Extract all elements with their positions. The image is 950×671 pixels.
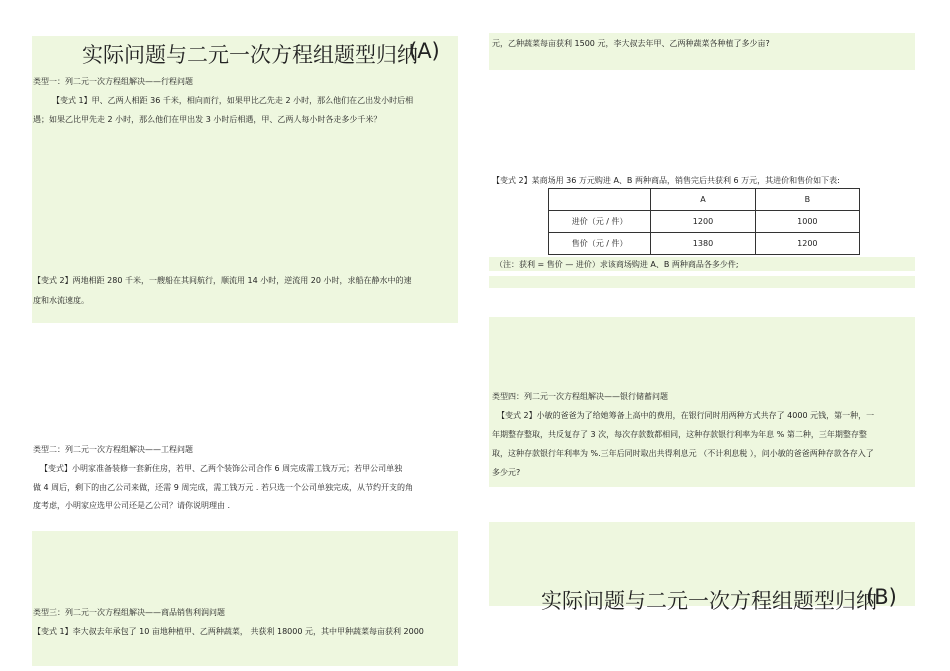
type4-header: 类型四：列二元一次方程组解决——银行储蓄问题 bbox=[492, 392, 668, 401]
table-cell bbox=[549, 189, 651, 211]
type3-continuation: 元，乙种蔬菜每亩获利 1500 元，李大叔去年甲、乙两种蔬菜各种植了多少亩? bbox=[492, 39, 770, 48]
table-cell: 1200 bbox=[755, 233, 859, 255]
type4-line3: 取，这种存款银行年利率为 %.三年后同时取出共得利息元 （不计利息税 ），问小敏的爸爸两种存款各存入了 bbox=[492, 449, 874, 458]
table-row bbox=[549, 233, 860, 255]
table-cell: 1380 bbox=[651, 233, 755, 255]
type4-line1: 【变式 2】小敏的爸爸为了给她筹备上高中的费用，在银行同时用两种方式共存了 4000 元钱，第一种，一 bbox=[497, 411, 875, 420]
type1-header: 类型一：列二元一次方程组解决——行程问题 bbox=[33, 77, 193, 86]
highlight-block-a-bottom bbox=[32, 531, 458, 666]
doc-a-title: 实际问题与二元一次方程组题型归纳 bbox=[82, 43, 418, 67]
type2-line1: 【变式】小明家准备装修一套新住房，若甲、乙两个装饰公司合作 6 周完成需工钱万元；若甲公司单独 bbox=[40, 464, 403, 473]
table-cell: B bbox=[755, 189, 859, 211]
doc-a-title-mark: (A) bbox=[409, 39, 440, 63]
profit-note: （注：获利 = 售价 — 进价）求该商场购进 A、B 两种商品各多少件; bbox=[495, 260, 739, 269]
type4-line4: 多少元? bbox=[492, 468, 521, 477]
table-cell: A bbox=[651, 189, 755, 211]
type3-variant2-line: 【变式 2】某商场用 36 万元购进 A、B 两种商品，销售完后共获利 6 万元，其进价和售价如下表: bbox=[492, 176, 840, 185]
type3-header: 类型三：列二元一次方程组解决——商品销售利润问题 bbox=[33, 608, 225, 617]
type3-variant1-line1: 【变式 1】李大叔去年承包了 10 亩地种植甲、乙两种蔬菜， 共获利 18000 元，其中甲种蔬菜每亩获利 2000 bbox=[33, 627, 424, 636]
table-row bbox=[549, 211, 860, 233]
doc-b-title-mark: (B) bbox=[866, 585, 897, 609]
type2-line2: 做 4 周后，剩下的由乙公司来做，还需 9 周完成，需工钱万元 . 若只选一个公司单独完成，从节约开支的角 bbox=[33, 483, 413, 492]
type2-line3: 度考虑，小明家应选甲公司还是乙公司？请你说明理由 . bbox=[33, 501, 231, 510]
type4-line2: 年期整存整取，共反复存了 3 次，每次存款数都相同，这种存款银行利率为年息 % 第二种，三年期整存整 bbox=[492, 430, 867, 439]
table-cell: 售价（元 / 件） bbox=[549, 233, 651, 255]
highlight-block-note-2 bbox=[489, 276, 915, 288]
table-cell: 1200 bbox=[651, 211, 755, 233]
table-cell: 进价（元 / 件） bbox=[549, 211, 651, 233]
highlight-block-type4 bbox=[489, 317, 915, 487]
doc-b-title: 实际问题与二元一次方程组题型归纳 bbox=[541, 589, 877, 613]
price-table bbox=[548, 188, 860, 255]
type2-header: 类型二：列二元一次方程组解决——工程问题 bbox=[33, 445, 193, 454]
table-header-row bbox=[549, 189, 860, 211]
table-cell: 1000 bbox=[755, 211, 859, 233]
type1-variant1-line1: 【变式 1】甲、乙两人相距 36 千米，相向而行，如果甲比乙先走 2 小时，那么他们在乙出发小时后相 bbox=[52, 96, 414, 105]
type1-variant1-line2: 遇；如果乙比甲先走 2 小时，那么他们在甲出发 3 小时后相遇，甲、乙两人每小时各走多少千米？ bbox=[33, 115, 382, 124]
type1-variant2-line1: 【变式 2】两地相距 280 千米，一艘船在其间航行，顺流用 14 小时，逆流用 20 小时，求船在静水中的速 bbox=[33, 276, 412, 285]
type1-variant2-line2: 度和水流速度。 bbox=[33, 296, 89, 305]
